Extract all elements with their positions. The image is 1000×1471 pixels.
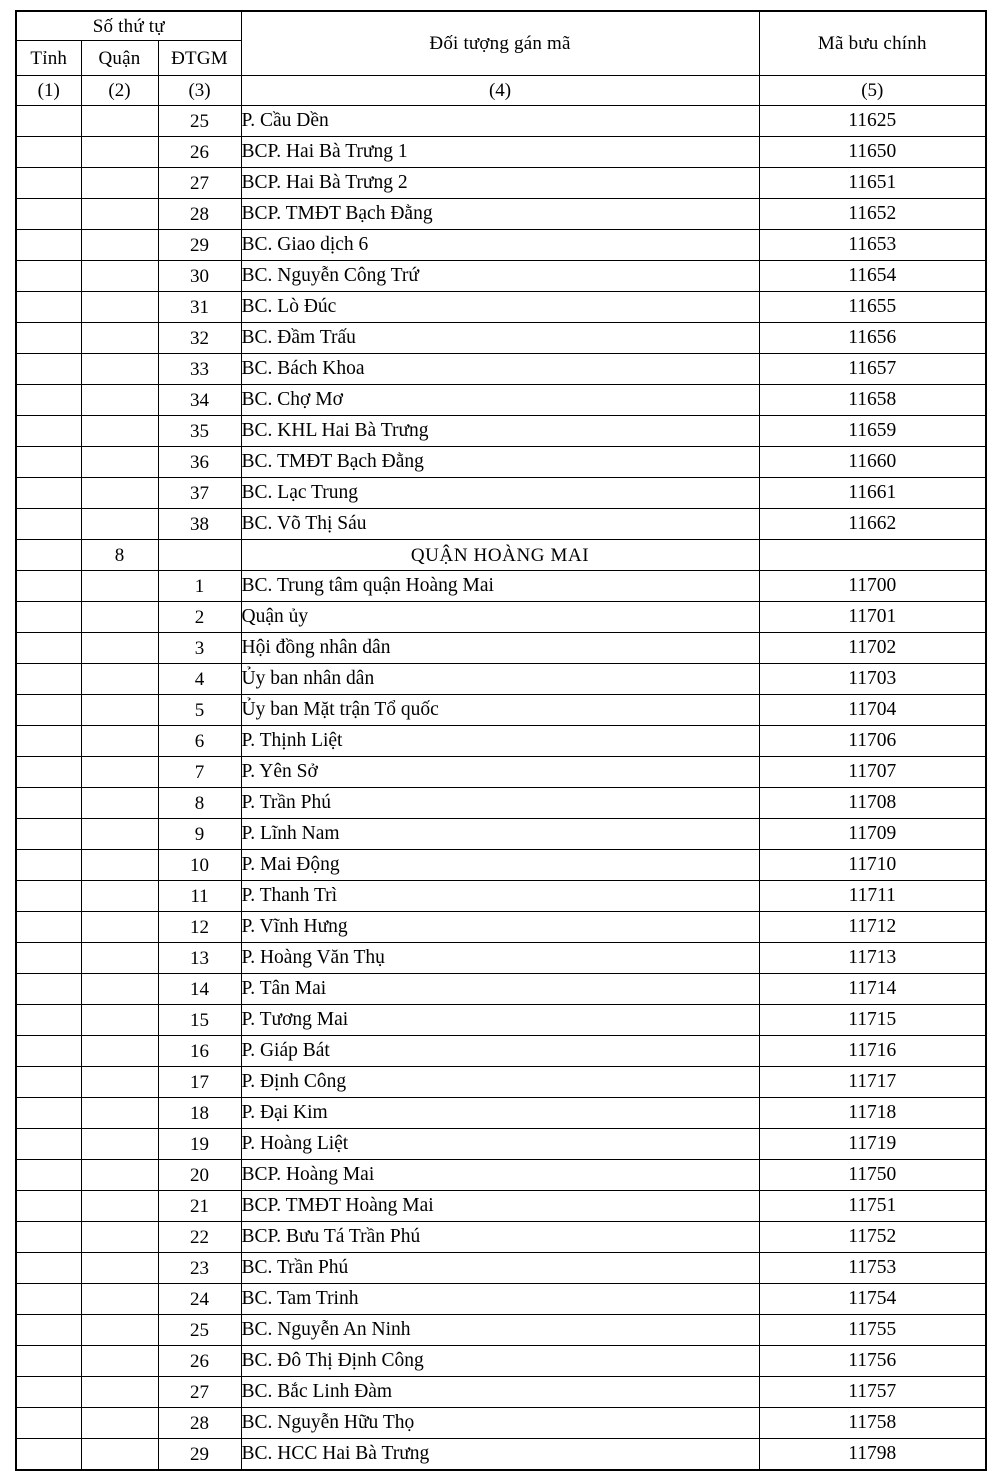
cell-object: BC. Đô Thị Định Công	[241, 1346, 759, 1377]
cell-code: 11758	[759, 1408, 986, 1439]
cell-dtgm: 10	[158, 850, 241, 881]
cell-object: BC. Chợ Mơ	[241, 385, 759, 416]
cell-tinh	[16, 1160, 81, 1191]
cell-code: 11702	[759, 633, 986, 664]
cell-dtgm: 28	[158, 199, 241, 230]
cell-code: 11757	[759, 1377, 986, 1408]
cell-dtgm: 12	[158, 912, 241, 943]
cell-dtgm: 30	[158, 261, 241, 292]
cell-code: 11718	[759, 1098, 986, 1129]
cell-dtgm: 25	[158, 1315, 241, 1346]
cell-object: BC. Nguyễn Công Trứ	[241, 261, 759, 292]
cell-dtgm: 26	[158, 1346, 241, 1377]
cell-quan	[81, 1439, 158, 1471]
cell-code: 11798	[759, 1439, 986, 1471]
cell-tinh	[16, 943, 81, 974]
cell-object: P. Tương Mai	[241, 1005, 759, 1036]
cell-dtgm: 34	[158, 385, 241, 416]
cell-tinh	[16, 788, 81, 819]
cell-dtgm: 3	[158, 633, 241, 664]
cell-code: 11706	[759, 726, 986, 757]
table-row	[16, 1005, 986, 1036]
cell-code: 11701	[759, 602, 986, 633]
cell-quan	[81, 819, 158, 850]
table-row	[16, 943, 986, 974]
cell-quan	[81, 664, 158, 695]
cell-tinh	[16, 168, 81, 199]
table-row	[16, 602, 986, 633]
table-row	[16, 1253, 986, 1284]
cell-code: 11625	[759, 106, 986, 137]
header-tinh: Tỉnh	[16, 41, 81, 76]
cell-quan	[81, 881, 158, 912]
cell-dtgm: 11	[158, 881, 241, 912]
cell-quan	[81, 168, 158, 199]
cell-tinh	[16, 261, 81, 292]
cell-code: 11755	[759, 1315, 986, 1346]
cell-object: BCP. Hai Bà Trưng 1	[241, 137, 759, 168]
cell-object: P. Thịnh Liệt	[241, 726, 759, 757]
cell-quan	[81, 1222, 158, 1253]
cell-code: 11711	[759, 881, 986, 912]
cell-code: 11715	[759, 1005, 986, 1036]
cell-quan	[81, 757, 158, 788]
table-row	[16, 726, 986, 757]
cell-code: 11651	[759, 168, 986, 199]
table-row	[16, 385, 986, 416]
cell-dtgm: 8	[158, 788, 241, 819]
cell-tinh	[16, 1036, 81, 1067]
cell-dtgm: 13	[158, 943, 241, 974]
cell-dtgm: 28	[158, 1408, 241, 1439]
cell-code: 11658	[759, 385, 986, 416]
cell-dtgm: 24	[158, 1284, 241, 1315]
table-row	[16, 1129, 986, 1160]
table-row	[16, 912, 986, 943]
cell-tinh	[16, 819, 81, 850]
cell-dtgm: 1	[158, 571, 241, 602]
cell-quan	[81, 726, 158, 757]
cell-object: BC. KHL Hai Bà Trưng	[241, 416, 759, 447]
cell-tinh	[16, 137, 81, 168]
cell-object: P. Cầu Dền	[241, 106, 759, 137]
cell-quan	[81, 1408, 158, 1439]
table-row	[16, 788, 986, 819]
cell-code: 11703	[759, 664, 986, 695]
cell-code: 11653	[759, 230, 986, 261]
cell-object: P. Tân Mai	[241, 974, 759, 1005]
cell-quan	[81, 1036, 158, 1067]
cell-object: BCP. TMĐT Bạch Đằng	[241, 199, 759, 230]
cell-object: BC. Bách Khoa	[241, 354, 759, 385]
cell-tinh	[16, 881, 81, 912]
cell-quan	[81, 1160, 158, 1191]
cell-section-title: QUẬN HOÀNG MAI	[241, 540, 759, 571]
cell-quan	[81, 1005, 158, 1036]
table-row	[16, 1222, 986, 1253]
cell-code: 11704	[759, 695, 986, 726]
cell-dtgm: 23	[158, 1253, 241, 1284]
table-row	[16, 137, 986, 168]
cell-quan	[81, 1346, 158, 1377]
cell-dtgm: 7	[158, 757, 241, 788]
cell-dtgm: 32	[158, 323, 241, 354]
cell-tinh	[16, 540, 81, 571]
cell-tinh	[16, 850, 81, 881]
cell-object: BC. TMĐT Bạch Đằng	[241, 447, 759, 478]
cell-tinh	[16, 1377, 81, 1408]
table-row	[16, 1191, 986, 1222]
cell-tinh	[16, 726, 81, 757]
table-row	[16, 199, 986, 230]
cell-object: BC. Võ Thị Sáu	[241, 509, 759, 540]
cell-code: 11660	[759, 447, 986, 478]
cell-dtgm: 27	[158, 168, 241, 199]
cell-quan: 8	[81, 540, 158, 571]
cell-code: 11756	[759, 1346, 986, 1377]
cell-object: P. Lĩnh Nam	[241, 819, 759, 850]
cell-quan	[81, 943, 158, 974]
table-row	[16, 323, 986, 354]
column-number-5: (5)	[759, 76, 986, 106]
cell-quan	[81, 199, 158, 230]
cell-tinh	[16, 447, 81, 478]
cell-dtgm: 5	[158, 695, 241, 726]
cell-dtgm: 27	[158, 1377, 241, 1408]
cell-object: BC. Đầm Trấu	[241, 323, 759, 354]
cell-dtgm: 36	[158, 447, 241, 478]
cell-dtgm: 20	[158, 1160, 241, 1191]
cell-dtgm: 17	[158, 1067, 241, 1098]
table-row	[16, 881, 986, 912]
cell-dtgm: 2	[158, 602, 241, 633]
cell-quan	[81, 323, 158, 354]
cell-quan	[81, 633, 158, 664]
cell-quan	[81, 602, 158, 633]
table-row	[16, 974, 986, 1005]
table-row	[16, 1284, 986, 1315]
cell-dtgm	[158, 540, 241, 571]
cell-object: BC. Lò Đúc	[241, 292, 759, 323]
cell-object: BC. Nguyễn An Ninh	[241, 1315, 759, 1346]
table-row	[16, 819, 986, 850]
cell-tinh	[16, 230, 81, 261]
cell-object: BC. HCC Hai Bà Trưng	[241, 1439, 759, 1471]
cell-tinh	[16, 1315, 81, 1346]
cell-code: 11709	[759, 819, 986, 850]
cell-tinh	[16, 1129, 81, 1160]
cell-code: 11754	[759, 1284, 986, 1315]
column-number-3: (3)	[158, 76, 241, 106]
cell-quan	[81, 974, 158, 1005]
table-row	[16, 1377, 986, 1408]
cell-object: BC. Bắc Linh Đàm	[241, 1377, 759, 1408]
cell-object: BC. Giao dịch 6	[241, 230, 759, 261]
cell-quan	[81, 230, 158, 261]
cell-tinh	[16, 1284, 81, 1315]
table-row	[16, 261, 986, 292]
cell-quan	[81, 571, 158, 602]
cell-quan	[81, 478, 158, 509]
cell-code	[759, 540, 986, 571]
cell-code: 11650	[759, 137, 986, 168]
table-row	[16, 1160, 986, 1191]
cell-quan	[81, 106, 158, 137]
cell-tinh	[16, 416, 81, 447]
header-row-group	[16, 11, 986, 41]
cell-object: BCP. Hoàng Mai	[241, 1160, 759, 1191]
table-row	[16, 478, 986, 509]
table-header	[16, 11, 986, 106]
cell-code: 11712	[759, 912, 986, 943]
table-row	[16, 1346, 986, 1377]
cell-object: P. Vĩnh Hưng	[241, 912, 759, 943]
table-row	[16, 1315, 986, 1346]
cell-quan	[81, 292, 158, 323]
cell-code: 11750	[759, 1160, 986, 1191]
cell-tinh	[16, 1005, 81, 1036]
cell-object: Hội đồng nhân dân	[241, 633, 759, 664]
table-row	[16, 1098, 986, 1129]
cell-object: BC. Nguyễn Hữu Thọ	[241, 1408, 759, 1439]
cell-quan	[81, 695, 158, 726]
table-row	[16, 509, 986, 540]
cell-dtgm: 25	[158, 106, 241, 137]
table-row	[16, 106, 986, 137]
cell-quan	[81, 1067, 158, 1098]
cell-dtgm: 18	[158, 1098, 241, 1129]
table-row	[16, 447, 986, 478]
cell-code: 11719	[759, 1129, 986, 1160]
cell-dtgm: 38	[158, 509, 241, 540]
cell-tinh	[16, 1098, 81, 1129]
cell-quan	[81, 261, 158, 292]
header-quan: Quận	[81, 41, 158, 76]
cell-code: 11700	[759, 571, 986, 602]
cell-object: Quận ủy	[241, 602, 759, 633]
cell-tinh	[16, 199, 81, 230]
cell-tinh	[16, 509, 81, 540]
cell-code: 11708	[759, 788, 986, 819]
cell-tinh	[16, 757, 81, 788]
header-object-column: Đối tượng gán mã	[241, 11, 759, 76]
cell-quan	[81, 509, 158, 540]
cell-dtgm: 4	[158, 664, 241, 695]
table-row	[16, 1036, 986, 1067]
table-row	[16, 416, 986, 447]
table-row	[16, 168, 986, 199]
cell-quan	[81, 416, 158, 447]
cell-object: P. Định Công	[241, 1067, 759, 1098]
cell-code: 11716	[759, 1036, 986, 1067]
cell-code: 11751	[759, 1191, 986, 1222]
cell-tinh	[16, 1253, 81, 1284]
postal-code-sheet	[15, 10, 985, 1471]
cell-object: P. Thanh Trì	[241, 881, 759, 912]
cell-object: P. Hoàng Liệt	[241, 1129, 759, 1160]
cell-code: 11714	[759, 974, 986, 1005]
table-row	[16, 664, 986, 695]
cell-quan	[81, 1098, 158, 1129]
cell-tinh	[16, 292, 81, 323]
cell-tinh	[16, 106, 81, 137]
cell-quan	[81, 1253, 158, 1284]
cell-code: 11654	[759, 261, 986, 292]
cell-tinh	[16, 695, 81, 726]
cell-dtgm: 19	[158, 1129, 241, 1160]
cell-code: 11655	[759, 292, 986, 323]
cell-tinh	[16, 385, 81, 416]
cell-quan	[81, 354, 158, 385]
cell-code: 11752	[759, 1222, 986, 1253]
cell-object: BC. Trung tâm quận Hoàng Mai	[241, 571, 759, 602]
section-header-row	[16, 540, 986, 571]
cell-code: 11707	[759, 757, 986, 788]
cell-code: 11713	[759, 943, 986, 974]
cell-object: P. Trần Phú	[241, 788, 759, 819]
cell-object: P. Đại Kim	[241, 1098, 759, 1129]
cell-tinh	[16, 1439, 81, 1471]
cell-object: P. Hoàng Văn Thụ	[241, 943, 759, 974]
cell-tinh	[16, 354, 81, 385]
column-number-1: (1)	[16, 76, 81, 106]
cell-tinh	[16, 912, 81, 943]
cell-object: P. Giáp Bát	[241, 1036, 759, 1067]
cell-dtgm: 29	[158, 1439, 241, 1471]
cell-quan	[81, 385, 158, 416]
cell-code: 11710	[759, 850, 986, 881]
cell-code: 11656	[759, 323, 986, 354]
table-row	[16, 1408, 986, 1439]
cell-tinh	[16, 1222, 81, 1253]
cell-object: BC. Trần Phú	[241, 1253, 759, 1284]
column-number-row	[16, 76, 986, 106]
cell-object: BC. Lạc Trung	[241, 478, 759, 509]
cell-dtgm: 35	[158, 416, 241, 447]
cell-code: 11717	[759, 1067, 986, 1098]
cell-tinh	[16, 478, 81, 509]
table-row	[16, 571, 986, 602]
cell-quan	[81, 850, 158, 881]
cell-object: P. Yên Sở	[241, 757, 759, 788]
cell-dtgm: 33	[158, 354, 241, 385]
header-stt-group: Số thứ tự	[16, 11, 241, 41]
cell-quan	[81, 1315, 158, 1346]
cell-tinh	[16, 1191, 81, 1222]
table-row	[16, 230, 986, 261]
cell-quan	[81, 1129, 158, 1160]
cell-quan	[81, 447, 158, 478]
cell-dtgm: 22	[158, 1222, 241, 1253]
cell-object: Ủy ban nhân dân	[241, 664, 759, 695]
table-row	[16, 850, 986, 881]
table-body	[16, 106, 986, 1471]
cell-dtgm: 16	[158, 1036, 241, 1067]
cell-dtgm: 15	[158, 1005, 241, 1036]
cell-object: P. Mai Động	[241, 850, 759, 881]
cell-quan	[81, 1191, 158, 1222]
cell-tinh	[16, 664, 81, 695]
cell-code: 11652	[759, 199, 986, 230]
cell-object: Ủy ban Mặt trận Tổ quốc	[241, 695, 759, 726]
cell-tinh	[16, 323, 81, 354]
table-row	[16, 292, 986, 323]
cell-object: BC. Tam Trinh	[241, 1284, 759, 1315]
cell-quan	[81, 1284, 158, 1315]
cell-dtgm: 26	[158, 137, 241, 168]
table-row	[16, 695, 986, 726]
cell-dtgm: 9	[158, 819, 241, 850]
cell-quan	[81, 788, 158, 819]
header-dtgm: ĐTGM	[158, 41, 241, 76]
cell-tinh	[16, 1346, 81, 1377]
cell-object: BCP. Bưu Tá Trần Phú	[241, 1222, 759, 1253]
cell-code: 11659	[759, 416, 986, 447]
column-number-4: (4)	[241, 76, 759, 106]
cell-dtgm: 6	[158, 726, 241, 757]
cell-tinh	[16, 602, 81, 633]
cell-tinh	[16, 974, 81, 1005]
header-code-column: Mã bưu chính	[759, 11, 986, 76]
cell-quan	[81, 912, 158, 943]
cell-tinh	[16, 633, 81, 664]
cell-code: 11657	[759, 354, 986, 385]
cell-tinh	[16, 1067, 81, 1098]
cell-object: BCP. Hai Bà Trưng 2	[241, 168, 759, 199]
cell-dtgm: 31	[158, 292, 241, 323]
cell-quan	[81, 137, 158, 168]
table-row	[16, 757, 986, 788]
cell-dtgm: 29	[158, 230, 241, 261]
cell-dtgm: 14	[158, 974, 241, 1005]
postal-code-table	[15, 10, 987, 1471]
cell-dtgm: 21	[158, 1191, 241, 1222]
cell-code: 11661	[759, 478, 986, 509]
cell-object: BCP. TMĐT Hoàng Mai	[241, 1191, 759, 1222]
column-number-2: (2)	[81, 76, 158, 106]
table-row	[16, 633, 986, 664]
cell-tinh	[16, 1408, 81, 1439]
table-row	[16, 1067, 986, 1098]
cell-code: 11662	[759, 509, 986, 540]
cell-quan	[81, 1377, 158, 1408]
table-row	[16, 1439, 986, 1471]
table-row	[16, 354, 986, 385]
cell-dtgm: 37	[158, 478, 241, 509]
cell-code: 11753	[759, 1253, 986, 1284]
cell-tinh	[16, 571, 81, 602]
